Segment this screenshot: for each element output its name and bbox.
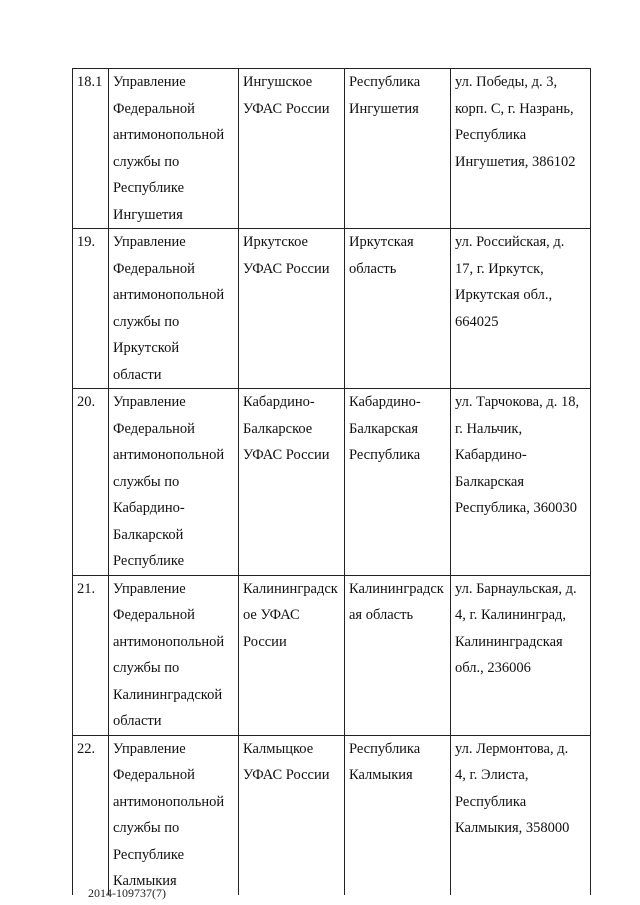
postal-address: ул. Победы, д. 3, корп. С, г. Назрань, Республика Ингушетия, 386102 — [451, 69, 591, 229]
body-short-name: Ингушское УФАС России — [239, 69, 345, 229]
body-short-name: Калининградск ое УФАС России — [239, 575, 345, 735]
body-full-name: Управление Федеральной антимонопольной службы по Республике Калмыкия — [109, 735, 239, 895]
body-full-name: Управление Федеральной антимонопольной службы по Иркутской области — [109, 229, 239, 389]
table-row — [73, 229, 591, 389]
postal-address: ул. Лермонтова, д. 4, г. Элиста, Республика Калмыкия, 358000 — [451, 735, 591, 895]
table-row — [73, 575, 591, 735]
body-short-name: Кабардино- Балкарское УФАС России — [239, 389, 345, 576]
table-row — [73, 735, 591, 895]
row-number: 21. — [73, 575, 109, 735]
body-full-name: Управление Федеральной антимонопольной службы по Кабардино- Балкарской Республике — [109, 389, 239, 576]
row-number: 22. — [73, 735, 109, 895]
body-full-name: Управление Федеральной антимонопольной службы по Калининградской области — [109, 575, 239, 735]
table-row — [73, 69, 591, 229]
territorial-bodies-table — [72, 68, 591, 895]
body-short-name: Калмыцкое УФАС России — [239, 735, 345, 895]
region-name: Республика Ингушетия — [345, 69, 451, 229]
row-number: 20. — [73, 389, 109, 576]
postal-address: ул. Российская, д. 17, г. Иркутск, Иркутская обл., 664025 — [451, 229, 591, 389]
region-name: Республика Калмыкия — [345, 735, 451, 895]
postal-address: ул. Барнаульская, д. 4, г. Калининград, Калининградская обл., 236006 — [451, 575, 591, 735]
body-full-name: Управление Федеральной антимонопольной службы по Республике Ингушетия — [109, 69, 239, 229]
region-name: Кабардино- Балкарская Республика — [345, 389, 451, 576]
region-name: Калининградск ая область — [345, 575, 451, 735]
body-short-name: Иркутское УФАС России — [239, 229, 345, 389]
document-id-footer: 2014-109737(7) — [88, 886, 166, 900]
table-row — [73, 389, 591, 576]
region-name: Иркутская область — [345, 229, 451, 389]
row-number: 19. — [73, 229, 109, 389]
row-number: 18.1 — [73, 69, 109, 229]
postal-address: ул. Тарчокова, д. 18, г. Нальчик, Кабардино- Балкарская Республика, 360030 — [451, 389, 591, 576]
